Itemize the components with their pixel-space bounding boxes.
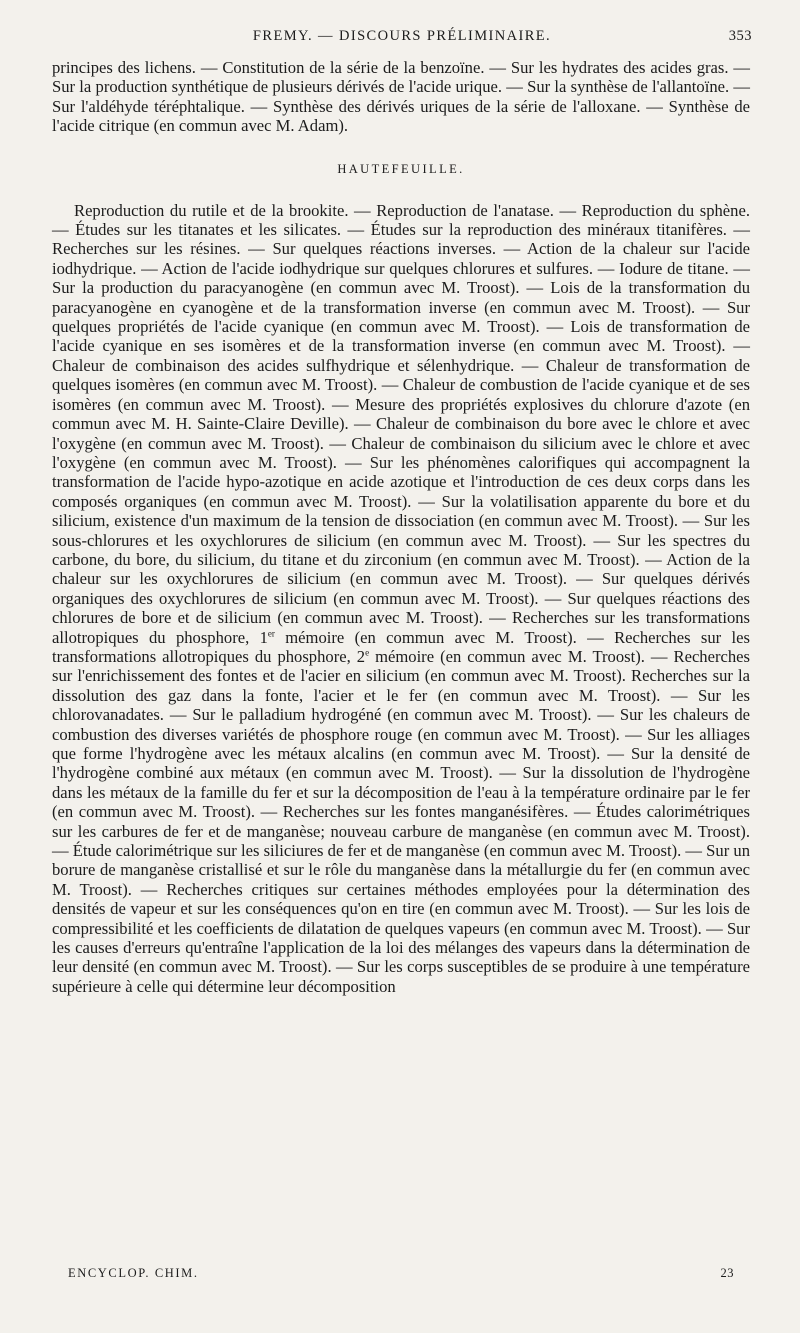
running-head [52,28,752,50]
main-paragraph-part-c: mémoire (en commun avec M. Troost). — Recherches sur l'enrichissement des fontes et de l'acier en silicium (en commun avec M. Troost). Recherches sur la dissolution des gaz dans la fonte, l'acier et le fer (en commun avec M. Troost). — Sur les chlorovanadates. — Sur le palladium hydrogéné (en commun avec M. Troost). — Sur les chaleurs de combustion des diverses variétés de phosphore rouge (en commun avec M. Troost). — Sur les alliages que forme l'hydrogène avec les métaux alcalins (en commun avec M. Troost). — Sur la densité de l'hydrogène combiné aux métaux (en commun avec M. Troost). — Sur la dissolution de l'hydrogène dans les métaux de la famille du fer et sur la décomposition de l'eau à la température ordinaire par le fer (en commun avec M. Troost). — Recherches sur les fontes manganésifères. — Études calorimétriques sur les carbures de fer et de manganèse; nouveau carbure de manganèse (en commun avec M. Troost). — Étude calorimétrique sur les siliciures de fer et de manganèse (en commun avec M. Troost). — Sur un borure de manganèse cristallisé et sur le rôle du manganèse dans la métallurgie du fer (en commun avec M. Troost). — Recherches critiques sur certaines méthodes employées pour la détermination des densités de vapeur et sur les conséquences qu'on en tire (en commun avec M. Troost). — Sur les lois de compressibilité et les coefficients de dilatation de quelques vapeurs (en commun avec M. Troost). — Sur les causes d'erreurs qu'entraîne l'application de la loi des mélanges des vapeurs dans la détermination de leur densité (en commun avec M. Troost). — Sur les corps susceptibles de se produire à une température supérieure à celle qui détermine leur décomposition [52,646,750,996]
running-head-title: FREMY. — DISCOURS PRÉLIMINAIRE. [252,28,552,44]
intro-paragraph: principes des lichens. — Constitution de la série de la benzoïne. — Sur les hydrates des acides gras. — Sur la production synthétique de plusieurs dérivés de l'acide urique. — Sur la synthèse de l'allantoïne. — Sur l'aldéhyde téréphtalique. — Synthèse des dérivés uriques de la série de l'alloxane. — Synthèse de l'acide citrique (en commun avec M. Adam). [52,58,750,136]
footer-signature: ENCYCLOP. CHIM. [68,1266,199,1280]
ordinal-superscript-1: er [267,628,275,639]
page-footer [68,1266,734,1284]
ordinal-superscript-2: e [365,647,370,658]
main-paragraph-part-a: Reproduction du rutile et de la brookite. — Reproduction de l'anatase. — Reproduction du sphène. — Études sur les titanates et les silicates. — Études sur la reproduction des minéraux titanifères. — Recherches sur les résines. — Sur quelques réactions inverses. — Action de la chaleur sur l'acide iodhydrique. — Action de l'acide iodhydrique sur quelques chlorures et sulfures. — Iodure de titane. — Sur la production du paracyanogène (en commun avec M. Troost). — Lois de la transformation du paracyanogène en cyanogène et de la transformation inverse (en commun avec M. Troost). — Sur quelques propriétés de l'acide cyanique (en commun avec M. Troost). — Lois de transformation de l'acide cyanique en ses isomères et de la transformation inverse (en commun avec M. Troost). — Chaleur de combinaison des acides sulfhydrique et sélenhydrique. — Chaleur de transformation de quelques isomères (en commun avec M. Troost). — Chaleur de combustion de l'acide cyanique et de ses isomères (en commun avec M. Troost). — Mesure des propriétés explosives du chlorure d'azote (en commun avec M. H. Sainte-Claire Deville). — Chaleur de combinaison du bore avec le chlore et avec l'oxygène (en commun avec M. Troost). — Chaleur de combinaison du silicium avec le chlore et avec l'oxygène (en commun avec M. Troost). — Sur les phénomènes calorifiques qui accompagnent la transformation de l'acide hypo-azotique en acide azotique et l'introduction de ces deux corps dans les composés organiques (en commun avec M. Troost). — Sur la volatilisation apparente du bore et du silicium, existence d'un maximum de la tension de dissociation (en commun avec M. Troost). — Sur les sous-chlorures et les oxychlorures de silicium (en commun avec M. Troost). — Sur les spectres du carbone, du bore, du silicium, du titane et du zirconium (en commun avec M. Troost). — Action de la chaleur sur les oxychlorures de silicium (en commun avec M. Troost). — Sur quelques dérivés organiques des oxychlorures de silicium (en commun avec M. Troost). — Sur quelques réactions des chlorures de bore et de silicium (en commun avec M. Troost). — Recherches sur les transformations allotropiques du phosphore, 1 [52,200,750,647]
footer-signature-number: 23 [720,1266,734,1280]
main-paragraph [52,201,750,997]
main-paragraph-part-b: mémoire (en commun avec M. Troost). — Recherches sur les transformations allotropiques du phosphore, 2 [52,627,750,666]
page-number: 353 [728,28,752,44]
section-title: HAUTEFEUILLE. [337,161,465,176]
page-body [52,58,750,996]
